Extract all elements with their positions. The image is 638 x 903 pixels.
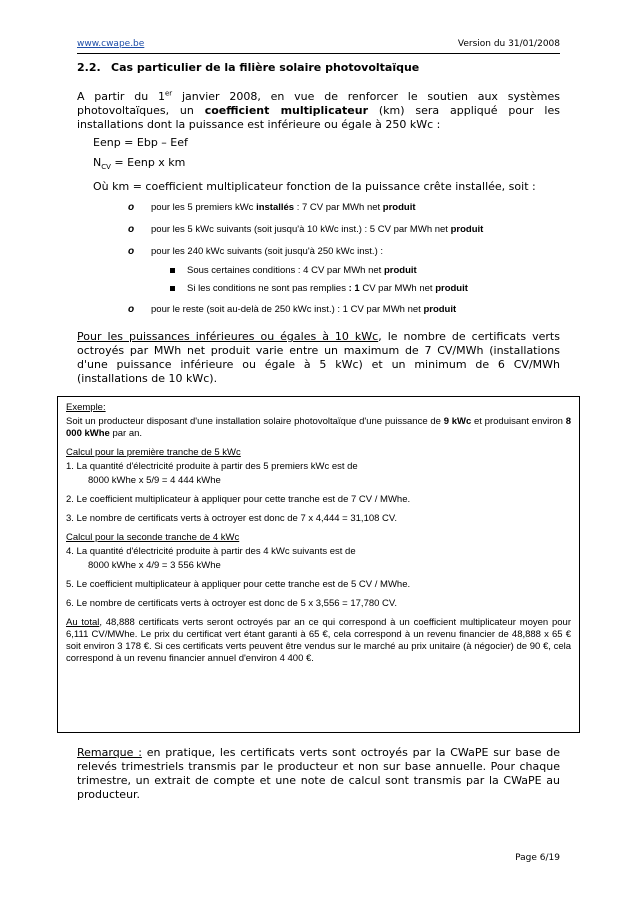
formula-eenp: Eenp = Ebp – Eef	[93, 136, 188, 149]
header-url-link[interactable]: www.cwape.be	[77, 39, 145, 49]
list-bold: produit	[435, 283, 468, 295]
coefficient-list	[77, 202, 560, 316]
example-intro	[66, 416, 571, 440]
tranche1-calc: 8000 kWhe x 5/9 = 4 444 kWhe	[88, 475, 221, 486]
intro-bold: coefficient multiplicateur	[204, 104, 368, 117]
example-text: et produisant environ	[471, 416, 566, 427]
list-text: pour les 5 kWc suivants (soit jusqu'à 10 kWc inst.) : 5 CV par MWh net	[151, 224, 451, 236]
page-number: Page 6/19	[515, 853, 560, 863]
total-text: , 48,888 certificats verts seront octroyés par an ce qui correspond à un coefficient multiplicateur moyen pour 6,111 CV/MWhe. Le prix du certificat vert étant garanti à 65 €, cela correspond à un revenu financier de 48,888 x 65 € soit environ 3 178 €. Si ces certificats verts peuvent être vendus sur le marché au prix unitaire (à négocier) de 90 €, cela correspond à un revenu financier annuel d'environ 4 400 €.	[66, 617, 572, 664]
sub-list-item	[77, 283, 560, 295]
example-total	[66, 617, 571, 665]
tranche2-line: 6. Le nombre de certificats verts à octroyer est donc de 5 x 3,556 = 17,780 CV.	[66, 598, 398, 609]
list-text: Si les conditions ne sont pas remplies	[187, 283, 349, 295]
formula-text: N	[93, 156, 102, 169]
intro-text: (km) sera appliqué pour les installations dont la puissance est inférieure ou égale à 250 kWc :	[77, 104, 560, 131]
list-text: CV par MWh net	[359, 283, 436, 295]
circle-bullet-icon: o	[128, 202, 135, 214]
list-bold: : 1	[348, 283, 360, 295]
square-bullet-icon	[170, 286, 175, 291]
example-title	[66, 402, 571, 414]
tranche2-title	[66, 532, 571, 544]
example-bold: 8 000 kWhe	[66, 416, 571, 439]
list-text: : 7 CV par MWh net	[294, 202, 383, 214]
intro-text: A partir du 1	[77, 90, 165, 103]
section-title-text: Cas particulier de la filière solaire photovoltaïque	[111, 61, 420, 74]
header-rule	[77, 53, 560, 54]
example-bold: 9 kWc	[443, 416, 472, 427]
summary-text: , le nombre de certificats verts octroyés par MWh net produit varie entre un maximum de 7 CV/MWh (installations d'une puissance inférieure ou égale à 5 kWc) et un minimum de 6 CV/MWh (installations de 10 kWc).	[77, 330, 560, 386]
remark-paragraph	[77, 746, 560, 802]
tranche1-line: 3. Le nombre de certificats verts à octroyer est donc de 7 x 4,444 = 31,108 CV.	[66, 513, 398, 524]
tranche1-line: 1. La quantité d'électricité produite à partir des 5 premiers kWc est de	[66, 461, 358, 472]
list-bold: produit	[450, 224, 484, 236]
list-bold: installés	[256, 202, 295, 214]
list-text: pour les 5 premiers kWc	[151, 202, 257, 214]
formula-sub: CV	[101, 163, 111, 172]
circle-bullet-icon: o	[128, 304, 135, 316]
section-title	[77, 61, 560, 75]
formula-text: = Eenp x km	[110, 156, 186, 169]
intro-text: janvier 2008, en vue de renforcer le soutien aux systèmes photovoltaïques, un	[77, 90, 560, 117]
formula-km: Où km = coefficient multiplicateur fonction de la puissance crête installée, soit :	[93, 180, 536, 194]
list-item	[77, 246, 560, 258]
list-bold: produit	[382, 202, 416, 214]
tranche1-line: 2. Le coefficient multiplicateur à appliquer pour cette tranche est de 7 CV / MWhe.	[66, 494, 411, 505]
list-text: pour les 240 kWc suivants (soit jusqu'à 250 kWc inst.) :	[151, 246, 384, 258]
tranche2-line: 5. Le coefficient multiplicateur à appliquer pour cette tranche est de 5 CV / MWhe.	[66, 579, 411, 590]
list-text: Sous certaines conditions : 4 CV par MWh net	[187, 265, 384, 277]
summary-underlined: Pour les puissances inférieures ou égales à 10 kWc	[77, 330, 379, 344]
circle-bullet-icon: o	[128, 246, 135, 258]
tranche2-title-text: Calcul pour la seconde tranche de 4 kWc	[66, 532, 240, 543]
remark-label: Remarque :	[77, 746, 142, 759]
tranche1-title-text: Calcul pour la première tranche de 5 kWc	[66, 447, 241, 458]
intro-sup: er	[164, 89, 173, 98]
list-item	[77, 202, 560, 214]
list-item	[77, 224, 560, 236]
main-content	[77, 58, 560, 386]
list-text: pour le reste (soit au-delà de 250 kWc inst.) : 1 CV par MWh net	[151, 304, 424, 316]
square-bullet-icon	[170, 268, 175, 273]
example-box	[57, 396, 580, 733]
remark-text: en pratique, les certificats verts sont octroyés par la CWaPE sur base de relevés trimestriels transmis par le producteur et non sur base annuelle. Pour chaque trimestre, un extrait de compte et une note de calcul sont transmis par la CWaPE au producteur.	[77, 746, 560, 801]
example-text: Soit un producteur disposant d'une installation solaire photovoltaïque d'une puissance de	[66, 416, 444, 427]
header-version: Version du 31/01/2008	[457, 39, 560, 49]
list-item	[77, 304, 560, 316]
example-text: par an.	[109, 428, 143, 439]
section-number: 2.2.	[77, 61, 101, 74]
sub-list-item	[77, 265, 560, 277]
example-title-text: Exemple:	[66, 402, 106, 413]
tranche2-calc: 8000 kWhe x 4/9 = 3 556 kWhe	[88, 560, 221, 571]
total-underlined: Au total	[66, 617, 100, 628]
list-bold: produit	[383, 265, 417, 277]
page-header	[77, 38, 560, 52]
summary-paragraph	[77, 330, 560, 386]
list-bold: produit	[423, 304, 457, 316]
formula-ncv	[93, 156, 560, 174]
tranche1-title	[66, 447, 571, 459]
circle-bullet-icon: o	[128, 224, 135, 236]
tranche2-line: 4. La quantité d'électricité produite à partir des 4 kWc suivants est de	[66, 546, 356, 557]
intro-paragraph	[77, 90, 560, 132]
